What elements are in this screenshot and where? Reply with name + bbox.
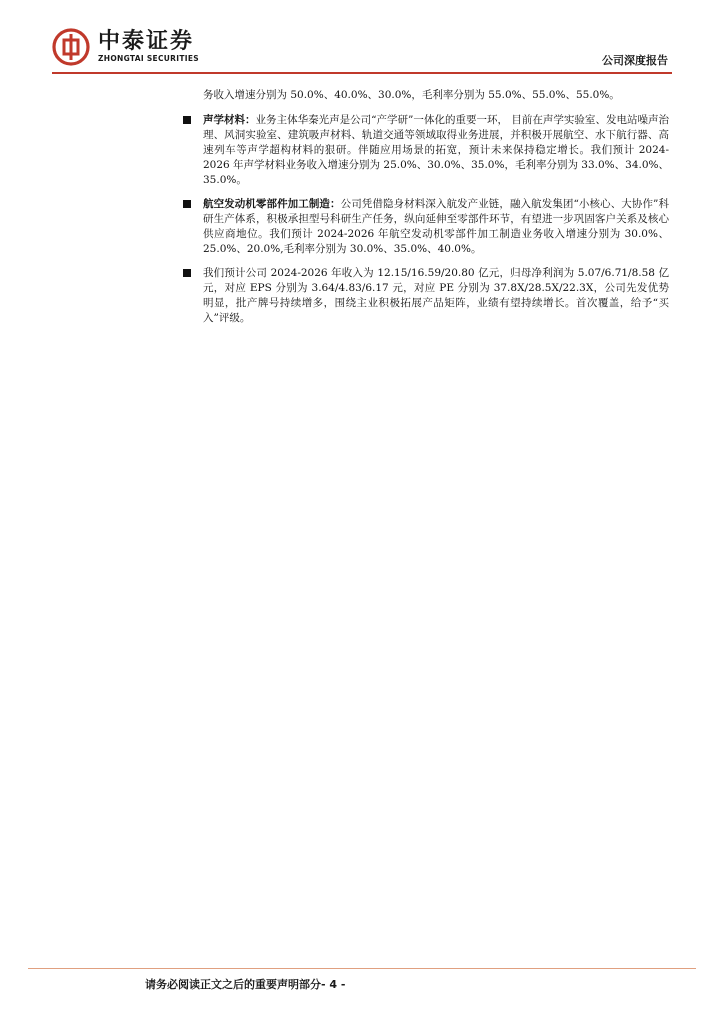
report-type-label: 公司深度报告 (602, 54, 668, 67)
bullet-square-icon (183, 200, 191, 208)
footer-divider (28, 968, 696, 969)
footer-disclaimer: 请务必阅读正文之后的重要声明部分- 4 - (145, 978, 346, 991)
bullet-square-icon (183, 116, 191, 124)
logo-chinese-name: 中泰证券 (98, 29, 195, 54)
bullet-heading: 航空发动机零部件加工制造： (203, 198, 341, 210)
logo-english-name: ZHONGTAI SECURITIES (98, 54, 199, 63)
page-header (0, 0, 724, 80)
zhongtai-logo-icon (52, 28, 90, 66)
bullet-text: 业务主体华秦光声是公司“产学研”一体化的重要一环， 目前在声学实验室、发电站噪声治理、风洞实验室、建筑吸声材料、轨道交通等领域取得业务进展，并积极开展航空、水下航行器、高速列车等声学超构材料的狠研。伴随应用场景的拓宽，预计未来保持稳定增长。我们预计 2024-2026 年声学材料业务收入增速分别为 25.0%、30.0%、35.0%，毛利率分别为 33.0%、34.0%、35.0%。 (203, 114, 670, 186)
bullet-text: 公司凭借隐身材料深入航发产业链，融入航发集团“小核心、大协作”科研生产体系，积极承担型号科研生产任务，纵向延伸至零部件环节，有望进一步巩固客户关系及核心供应商地位。我们预计 2024-2026 年航空发动机零部件加工制造业务收入增速分别为 30.0%、25.0%、20.0%,毛利率分别为 30.0%、35.0%、40.0%。 (203, 198, 669, 255)
bullet-heading: 声学材料： (203, 114, 256, 126)
bullet-item-forecast (203, 266, 669, 326)
bullet-item-acoustic-materials (203, 113, 669, 188)
bullet-text: 我们预计公司 2024-2026 年收入为 12.15/16.59/20.80 亿元，归母净利润为 5.07/6.71/8.58 亿元，对应 EPS 分别为 3.64/4.83/6.17 元，对应 PE 分别为 37.8X/28.5X/22.3X，公司先发优势明显，批产牌号持续增多，围绕主业积极拓展产品矩阵，业绩有望持续增长。首次覆盖，给予“买入”评级。 (203, 267, 669, 324)
continuation-paragraph: 务收入增速分别为 50.0%、40.0%、30.0%，毛利率分别为 55.0%、55.0%、55.0%。 (203, 89, 620, 101)
header-divider (52, 72, 672, 74)
bullet-square-icon (183, 269, 191, 277)
bullet-item-aero-engine-parts (203, 197, 669, 257)
company-logo (52, 28, 199, 66)
report-body (203, 88, 669, 335)
